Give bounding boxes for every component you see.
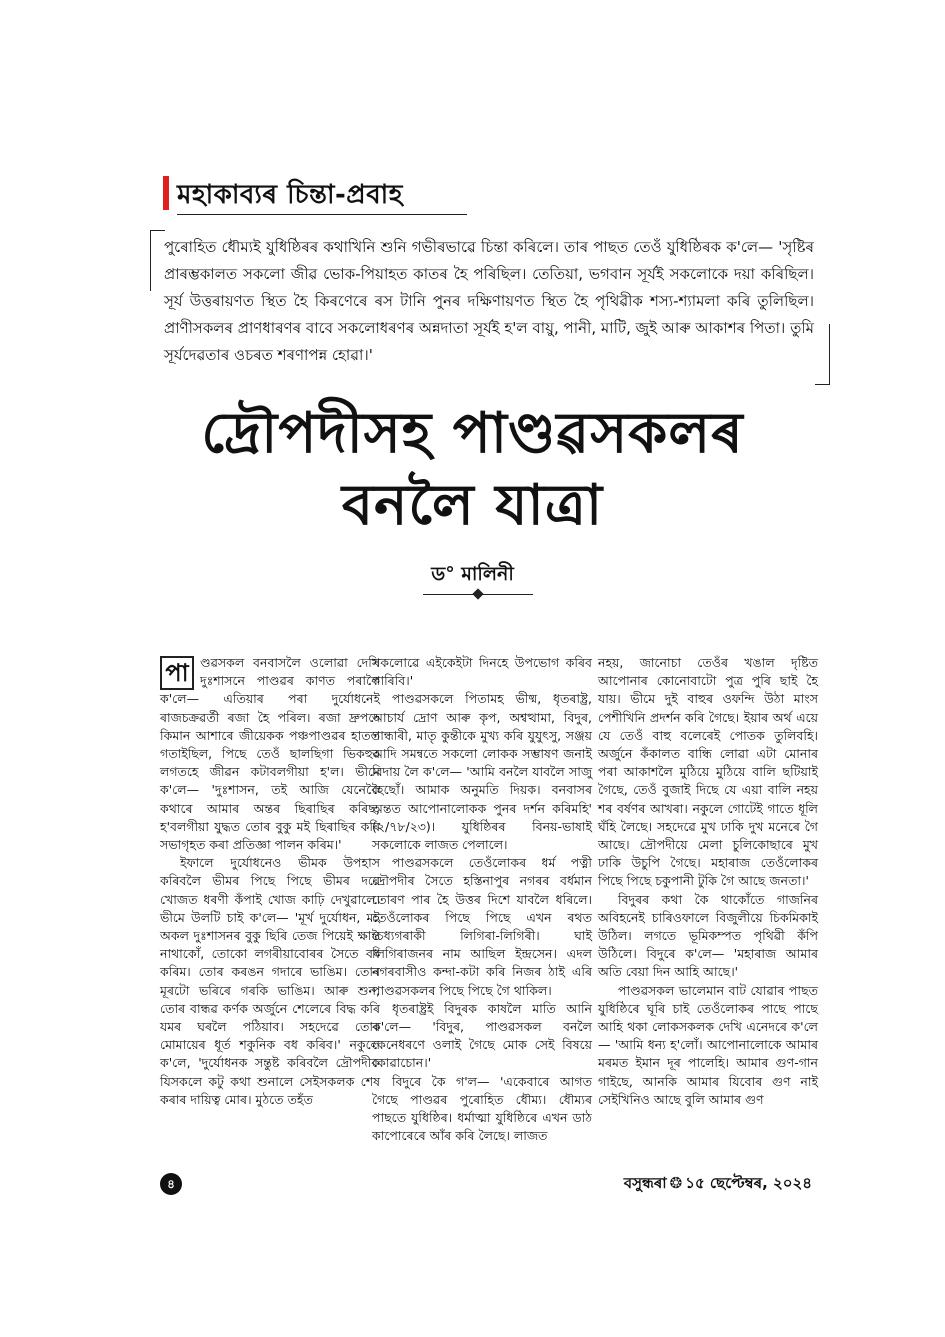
paragraph: পাণ্ডৱসকলে তেওঁলোকৰ ধৰ্ম পত্নী দ্ৰৌপদীৰ সৈতে হস্তিনাপুৰ নগৰৰ বৰ্ধমান তোৰণ পাৰ হৈ উত্তৰ দিশে যাবলৈ ধৰিলে। তেওঁলোকৰ পিছে পিছে এখন ৰথত চৈধ্যগৰাকী লিগিৰা-লিগিৰী। ঘাই লিগিৰাজনৰ নাম আছিল ইন্দ্ৰসেন। এদল নগৰবাসীও কন্দা-কটা কৰি নিজৰ ঠাই এৰি পাণ্ডৱসকলৰ পিছে পিছে গৈ থাকিল। [372,855,592,998]
paragraph: ইফালে দুৰ্যোধনেও ভীমক উপহাস কৰিবলৈ ভীমৰ পিছে পিছে ভীমৰ দৰে খোজত ধৰণী কঁপাই খোজ কাঢ়ি দেখুৱালে। ভীমে উলটি চাই ক'লে— 'মূৰ্খ দুৰ্যোধন, মই অকল দুঃশাসনৰ বুকু ছিৰি তেজ পিয়েই ক্ষান্ত নাথাকোঁ, তোকো লগৰীয়াবোৰৰ সৈতে বধ কৰিম। তোৰ কৰঙন গদাৰে ভাঙিম। তোৰ মূৰটো ভৰিৰে গৰকি ভাঙিম। আৰু শুন, তোৰ বান্ধৱ কৰ্ণক অৰ্জুনে শেলেৰে বিদ্ধ কৰি যমৰ ঘৰলৈ পঠিয়াব। সহদেৱে তোৰ মোমায়েৰ ধূৰ্ত শকুনিক বধ কৰিব।' নকুলে ক'লে, 'দুৰ্যোধনক সন্তুষ্ট কৰিবলৈ দ্ৰৌপদীক যিসকলে কটু কথা শুনালে সেইসকলক শেষ কৰাৰ দায়িত্ব মোৰ। মুঠতে তহঁত [160,855,380,1107]
article-title-line1: দ্ৰৌপদীসহ পাণ্ডৱসকলৰ [201,401,744,466]
article-title-line2: বনলৈ যাত্ৰা [341,473,604,538]
body-column-1 [160,654,380,1109]
body-column-2 [372,654,592,1145]
paragraph: বিদুৰে কৈ গ'ল— 'একেবাৰে আগত গৈছে পাণ্ডৱৰ পুৰোহিত ধৌম্য। ধৌম্যৰ পাছতে যুধিষ্ঠিৰ। ধৰ্মাত্মা যুধিষ্ঠিৰে এখন ডাঠ কাপোৰেৰে আঁৰ কৰি লৈছে। লাজত [372,1073,592,1144]
quote-corner-top-left [150,230,165,291]
body-column-3 [598,654,818,1109]
paragraph: নহয়, জানোচা তেওঁৰ খঙাল দৃষ্টিত আপোনাৰ কোনোবাটো পুত্ৰ পুৰি ছাই হৈ যায়। ভীমে দুই বাহুৰ ওফন্দি উঠা মাংস পেশীখিনি প্ৰদৰ্শন কৰি গৈছে। ইয়াৰ অৰ্থ এয়ে যে তেওঁ বাহু বলেৰেই পোতক তুলিবহি। অৰ্জুনে কঁকালত বান্ধি লোৱা এটা মোনাৰ পৰা আকাশলৈ মুঠিয়ে মুঠিয়ে বালি ছটিয়াই গৈছে, তেওঁ বুজাই দিছে যে এয়া বালি নহয় শৰ বৰ্ষণৰ আখৰা। নকুলে গোটেই গাতে ধূলি ঘঁহি লৈছে। সহদেৱে মুখ ঢাকি দুখ মনেৰে গৈ আছে। দ্ৰৌপদীয়ে মেলা চুলিকোছাৰে মুখ ঢাকি উচুপি গৈছে। মহাৰাজ তেওঁলোকৰ পিছে পিছে চকুপানী টুকি গৈ আছে জনতা।' [598,655,818,889]
paragraph: সকলোৱে এইকেইটা দিনহে উপভোগ কৰিব পাৰিবি।' [372,655,592,689]
paragraph: ধৃতৰাষ্ট্ৰই বিদুৰক কাষলৈ মাতি আনি ক'লে— 'বিদুৰ, পাণ্ডৱসকল বনলৈ কেনেধৰণে ওলাই গৈছে মোক সেই বিষয়ে কোৱাচোন।' [372,1000,592,1071]
paragraph: পাণ্ডৱসকলে পিতামহ ভীষ্ম, ধৃতৰাষ্ট্ৰ, আচাৰ্য দ্ৰোণ আৰু কৃপ, অশ্বত্থামা, বিদুৰ, গান্ধাৰী, মাতৃ কুন্তীকে মুখ্য কৰি যুযুৎসু, সঞ্জয় আদি সমন্বতে সকলো লোকক সম্ভাষণ জনাই বিদায় লৈ ক'লে— 'আমি বনলৈ যাবলৈ সাজু হৈছোঁ। আমাক অনুমতি দিয়ক। বনবাসৰ অন্তত আপোনালোকক পুনৰ দৰ্শন কৰিমহি' (২/৭৮/২৩)। যুধিষ্ঠিৰৰ বিনয়-ভাষাই সকলোকে লাজত পেলালে। [372,691,592,853]
author-byline: ড° মালিনী [431,563,514,585]
drop-cap: পা [160,656,194,690]
quote-corner-bottom-right [815,324,830,385]
article-title [0,398,945,542]
series-title: মহাকাব্যৰ চিন্তা-প্ৰবাহ [177,180,403,210]
quote-text: পুৰোহিত ধৌম্যই যুধিষ্ঠিৰৰ কথাখিনি শুনি গভীৰভাৱে চিন্তা কৰিলে। তাৰ পাছত তেওঁ যুধিষ্ঠিৰক ক'লে— 'সৃষ্টিৰ প্ৰাৰম্ভকালত সকলো জীৱ ভোক-পিয়াহত কাতৰ হৈ পৰিছিল। তেতিয়া, ভগবান সূৰ্যই সকলোকে দয়া কৰিছিল। সূৰ্য উত্তৰায়ণত স্থিত হৈ কিৰণেৰে ৰস টানি পুনৰ দক্ষিণায়ণত স্থিত হৈ পৃথিৱীক শস্য-শ্যামলা কৰি তুলিছিল। প্ৰাণীসকলৰ প্ৰাণধাৰণৰ বাবে সকলোধৰণৰ অন্নদাতা সূৰ্যই হ'ল বায়ু, পানী, মাটি, জুই আৰু আকাশৰ পিতা। তুমি সূৰ্যদেৱতাৰ ওচৰত শৰণাপন্ন হোৱা।' [164,238,814,364]
series-heading [163,170,463,220]
paragraph [160,654,380,854]
paragraph: পাণ্ডৱসকল ভালেমান বাট যোৱাৰ পাছত যুধিষ্ঠিৰে ঘূৰি চাই তেওঁলোকৰ পাছে পাছে আহি থকা লোকসকলক দেখি এনেদৰে ক'লে— 'আমি ধন্য হ'লোঁ। আপোনালোকে আমাৰ মৰমত ইমান দূৰ পালেহি। আমাৰ গুণ-গান গাইছে, আনকি আমাৰ যিবোৰ গুণ নাই সেইখিনিও আছে বুলি আমাৰ গুণ [598,982,818,1107]
paragraph-text: ণ্ডৱসকল বনবাসলৈ ওলোৱা দেখি দুঃশাসনে পাণ্ডৱৰ কাণত পৰাকৈ ক'লে— এতিয়াৰ পৰা দুৰ্যোধনেই ৰাজচক্ৰৱৰ্তী ৰজা হৈ পৰিল। ৰজা দ্ৰুপদে কিমান আশাৰে জীয়েকক পঞ্চপাণ্ডৱৰ হাতত গতাইছিল, পিছে তেওঁ ছালছিগা ভিকহুৱ লগতহে জীৱন কটাবলগীয়া হ'ল। ভীমে ক'লে— 'দুঃশাসন, তই আজি যেনেকৈ কথাৰে আমাৰ অন্তৰ ছিৰাছিৰ কৰিছ, হ'বলগীয়া যুদ্ধত তোৰ বুকু মই ছিৰাছিৰ কৰি সভাগৃহত কৰা প্ৰতিজ্ঞা পালন কৰিম।' [160,655,380,853]
quote-box [150,230,830,385]
magazine-name: বসুন্ধৰা [623,1174,667,1192]
paragraph: বিদুৰৰ কথা কৈ থাকোঁতে গাজনিৰ অবিহনেই চাৰিওফালে বিজুলীয়ে চিকমিকাই উঠিল। লগতে ভূমিকম্পত পৃথিৱী কঁপি উঠিলে। বিদুৰে ক'লে— 'মহাৰাজ আমাৰ অতি বেয়া দিন আহি আছে।' [598,891,818,980]
footer-masthead [540,1172,812,1197]
ornament-icon: ❂ [669,1174,683,1192]
series-accent-bar [163,176,169,210]
page-number: ৪ [160,1173,182,1195]
issue-date: ১৫ ছেপ্টেম্বৰ, ২০২৪ [685,1174,812,1192]
series-underline [177,214,467,215]
